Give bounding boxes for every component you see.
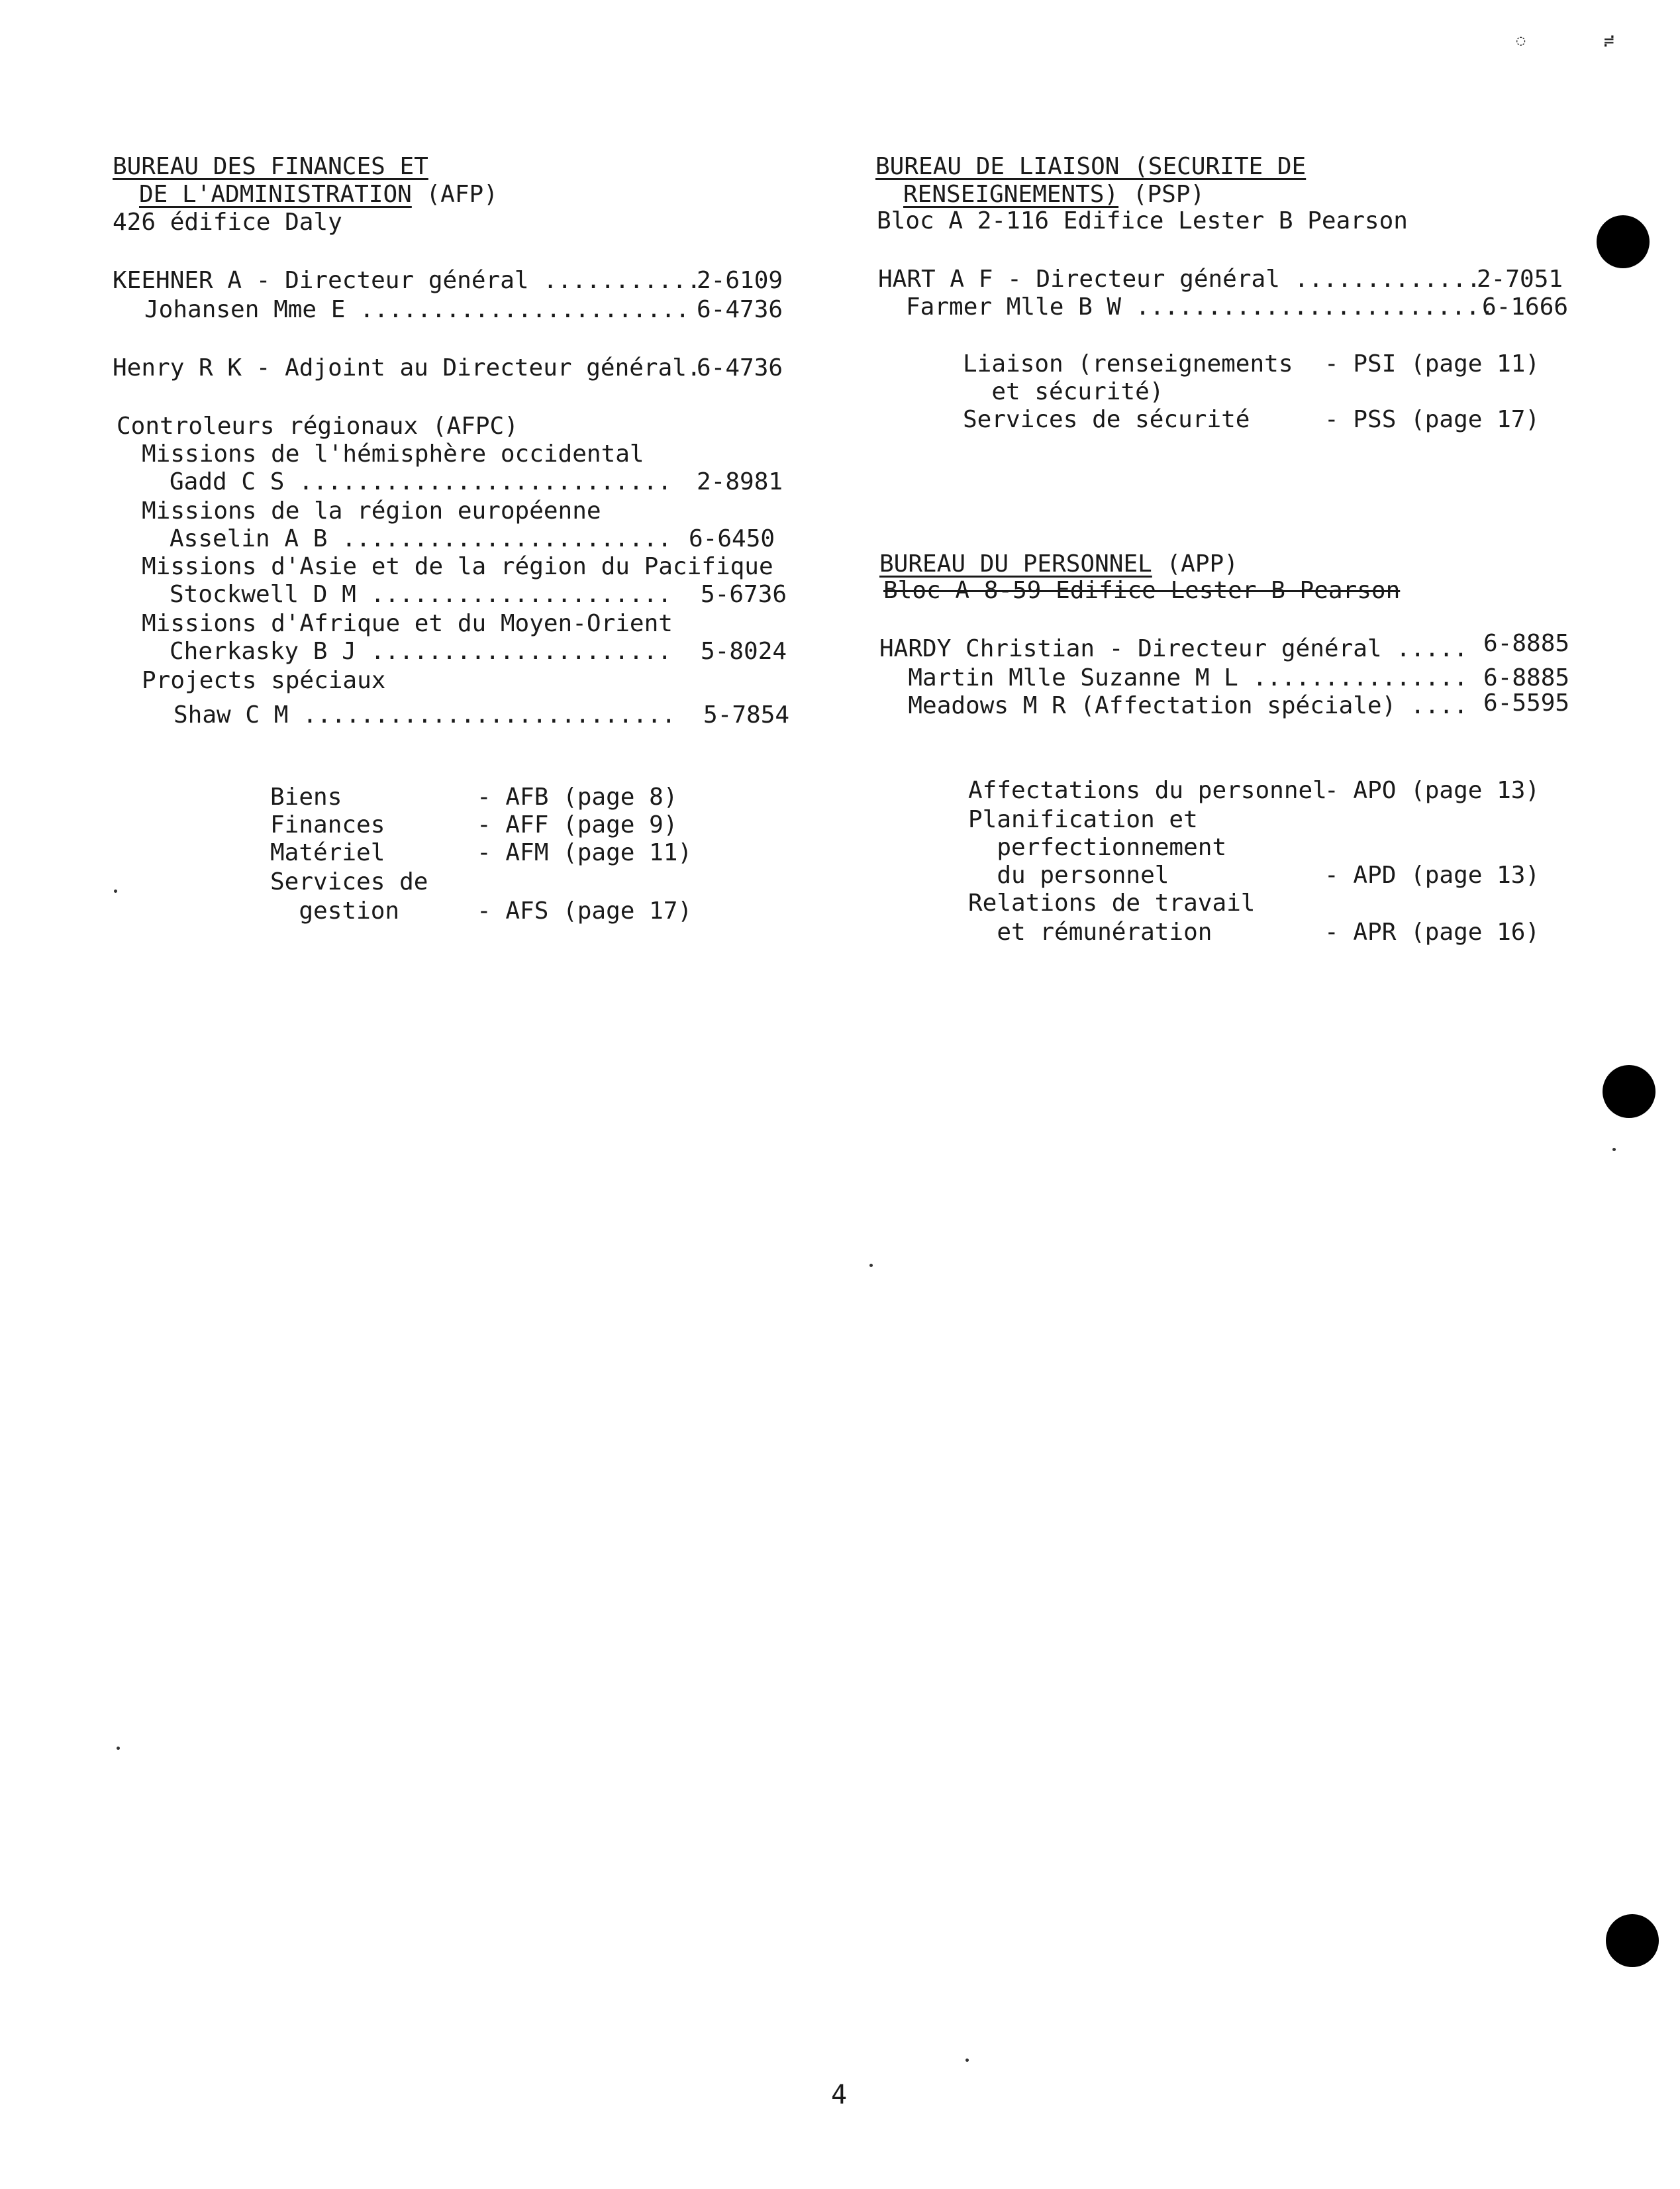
ref-code: - APO (page 13)	[1324, 777, 1540, 804]
mission-region: Missions d'Asie et de la région du Pacifique	[142, 553, 773, 580]
mission-contact: Gadd C S ..........................	[170, 468, 672, 495]
secretary-name: Farmer Mlle B W .........................	[906, 293, 1495, 321]
staff-phone: 6-5595	[1483, 689, 1570, 717]
ref-label: Relations de travail	[968, 890, 1256, 917]
ref-label: Planification et	[968, 806, 1198, 833]
ref-label: Liaison (renseignements	[963, 350, 1293, 378]
ref-label: Matériel	[270, 839, 385, 866]
mission-region: Missions de l'hémisphère occidental	[142, 440, 644, 468]
speck	[869, 1264, 873, 1267]
section-heading: BUREAU DE LIAISON (SECURITE DE	[875, 153, 1307, 180]
ref-label: Finances	[270, 811, 385, 839]
ref-code: - PSS (page 17)	[1324, 406, 1540, 433]
director-phone: 2-6109	[697, 267, 783, 294]
ref-code: - AFS (page 17)	[477, 897, 693, 925]
director-name: KEEHNER A - Directeur général ...........	[113, 267, 701, 294]
staff-name: HARDY Christian - Directeur général .....	[879, 635, 1468, 662]
staff-phone: 6-8885	[1483, 630, 1570, 657]
section-heading	[903, 180, 1205, 209]
section-location: 426 édifice Daly	[113, 209, 342, 236]
section-location: Bloc A 8-59 Edifice Lester B Pearson	[883, 577, 1401, 604]
section-heading: BUREAU DES FINANCES ET	[113, 153, 428, 180]
mission-phone: 6-6450	[689, 525, 775, 552]
corner-mark: ◌	[1516, 32, 1526, 49]
punch-hole	[1597, 215, 1650, 268]
corner-mark: ≓	[1604, 31, 1614, 51]
speck	[965, 2059, 969, 2062]
mission-phone: 5-7854	[703, 701, 790, 729]
mission-phone: 5-6736	[701, 581, 787, 608]
controllers-title: Controleurs régionaux (AFPC)	[117, 413, 519, 440]
speck	[114, 890, 117, 893]
ref-code: - AFB (page 8)	[477, 784, 678, 811]
page-number: 4	[831, 2080, 848, 2110]
mission-phone: 2-8981	[697, 468, 783, 495]
section-location: Bloc A 2-116 Edifice Lester B Pearson	[877, 207, 1408, 234]
section-heading	[139, 180, 498, 209]
section-code: (APP)	[1166, 550, 1238, 578]
section-heading	[879, 550, 1238, 579]
ref-label: et rémunération	[968, 919, 1212, 946]
mission-contact: Shaw C M ..........................	[173, 701, 676, 729]
ref-label: gestion	[270, 897, 400, 925]
secretary-phone: 6-4736	[697, 296, 783, 323]
staff-name: Martin Mlle Suzanne M L ...............	[879, 664, 1468, 691]
ref-label: Services de sécurité	[963, 406, 1250, 433]
ref-label: perfectionnement	[968, 834, 1227, 861]
section-code: (PSP)	[1132, 181, 1205, 208]
secretary-phone: 6-1666	[1482, 293, 1569, 321]
secretary-name: Johansen Mme E .......................	[144, 296, 690, 323]
mission-region: Projects spéciaux	[142, 667, 386, 694]
punch-hole	[1603, 1065, 1655, 1118]
section-code: (AFP)	[426, 181, 498, 208]
section-heading-title: BUREAU DU PERSONNEL	[879, 550, 1152, 578]
section-heading-line2: DE L'ADMINISTRATION	[139, 181, 412, 208]
mission-region: Missions de la région européenne	[142, 497, 601, 525]
punch-hole	[1606, 1914, 1659, 1967]
director-phone: 2-7051	[1477, 266, 1563, 293]
ref-code: - AFF (page 9)	[477, 811, 678, 839]
mission-contact: Asselin A B .......................	[170, 525, 672, 552]
ref-label: Services de	[270, 868, 428, 895]
speck	[1612, 1148, 1616, 1151]
mission-phone: 5-8024	[701, 638, 787, 665]
ref-code: - APD (page 13)	[1324, 862, 1540, 889]
speck	[117, 1747, 120, 1750]
section-heading-line2: RENSEIGNEMENTS)	[903, 181, 1119, 208]
director-name: HART A F - Directeur général .............	[878, 266, 1481, 293]
staff-phone: 6-8885	[1483, 664, 1570, 691]
ref-label: Affectations du personnel	[968, 777, 1327, 804]
mission-region: Missions d'Afrique et du Moyen-Orient	[142, 610, 673, 637]
ref-label: Biens	[270, 784, 342, 811]
deputy-phone: 6-4736	[697, 354, 783, 382]
ref-label: et sécurité)	[963, 378, 1164, 405]
ref-code: - PSI (page 11)	[1324, 350, 1540, 378]
ref-code: - AFM (page 11)	[477, 839, 693, 866]
staff-name: Meadows M R (Affectation spéciale) ....	[879, 692, 1468, 719]
deputy-name: Henry R K - Adjoint au Directeur général.	[113, 354, 701, 382]
ref-code: - APR (page 16)	[1324, 919, 1540, 946]
mission-contact: Stockwell D M .....................	[170, 581, 672, 608]
ref-label: du personnel	[968, 862, 1169, 889]
mission-contact: Cherkasky B J .....................	[170, 638, 672, 665]
